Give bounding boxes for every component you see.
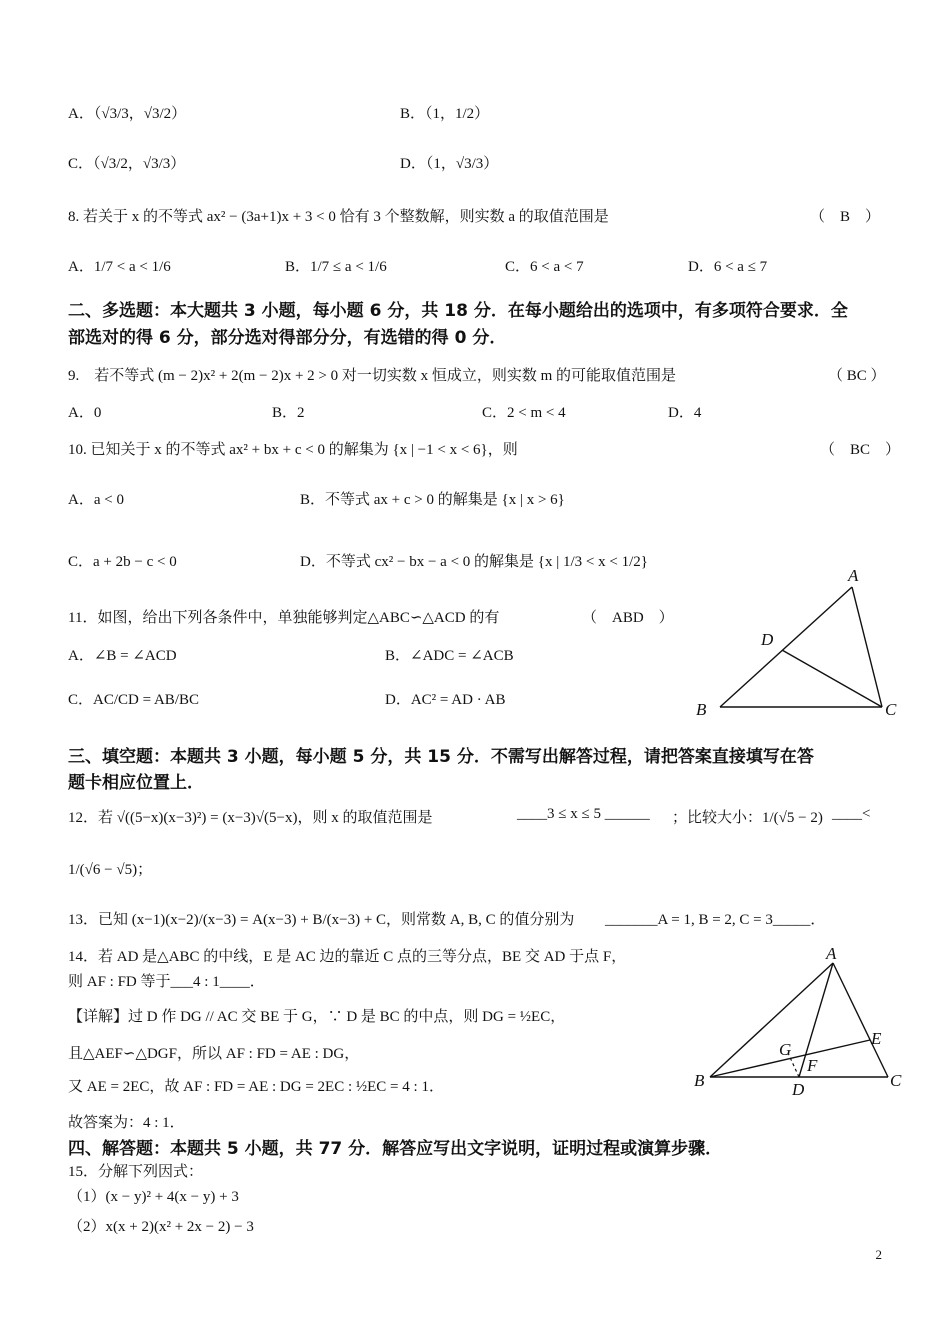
q8-stem: 8. 若关于 x 的不等式 ax² − (3a+1)x + 3 < 0 恰有 3 个整数解，则实数 a 的取值范围是 — [68, 209, 609, 225]
triangle-figure-1 — [690, 565, 910, 725]
q12-compare: ；比较大小：1/(√5 − 2) — [672, 810, 823, 826]
q12-answer2: ____< — [832, 806, 871, 822]
q10-option-c: C．a + 2b − c < 0 — [68, 554, 177, 570]
q11-option-b: B．∠ADC = ∠ACB — [385, 648, 514, 664]
q10-option-d: D．不等式 cx² − bx − a < 0 的解集是 {x | 1/3 < x < 1/2} — [300, 554, 648, 570]
fig2-label-e: E — [871, 1029, 882, 1048]
page-number: 2 — [875, 1247, 882, 1262]
q8-option-c: C．6 < a < 7 — [505, 259, 584, 275]
q10-answer: （ BC ） — [820, 442, 901, 458]
q9-option-d: D．4 — [668, 405, 702, 421]
q7-option-a: A．（√3/3，√3/2） — [68, 106, 187, 122]
q9-stem: 9. 若不等式 (m − 2)x² + 2(m − 2)x + 2 > 0 对一切实数 x 恒成立，则实数 m 的可能取值范围是 — [68, 368, 677, 384]
fig1-label-b: B — [696, 700, 707, 719]
fig2-label-b: B — [694, 1071, 705, 1090]
q9-option-c: C．2 < m < 4 — [482, 405, 566, 421]
q14-line2-prefix: 则 AF : FD 等于 — [68, 974, 171, 990]
q7-option-d: D．（1，√3/3） — [400, 156, 499, 172]
section3-heading-line2: 题卡相应位置上． — [68, 773, 204, 793]
fig2-label-a: A — [826, 945, 837, 963]
q9-option-a: A．0 — [68, 405, 102, 421]
q14-detail-2: 且△AEF∽△DGF，所以 AF : FD = AE : DG， — [68, 1046, 360, 1062]
section4-heading: 四、解答题：本题共 5 小题，共 77 分．解答应写出文字说明，证明过程或演算步骤． — [68, 1139, 723, 1159]
fig2-label-c: C — [890, 1071, 902, 1090]
q12-answer1: ____3 ≤ x ≤ 5 ______ — [517, 806, 650, 822]
q10-option-a: A．a < 0 — [68, 492, 124, 508]
q11-answer: （ ABD ） — [582, 610, 674, 626]
q14-answer-line: 故答案为：4 : 1． — [68, 1115, 185, 1131]
section2-heading-line1: 二、多选题：本大题共 3 小题，每小题 6 分，共 18 分．在每小题给出的选项中，有多项符合要求．全 — [68, 301, 848, 321]
section2-heading-line2: 部选对的得 6 分，部分选对得部分分，有选错的得 0 分． — [68, 328, 507, 348]
q10-stem: 10. 已知关于 x 的不等式 ax² + bx + c < 0 的解集为 {x | −1 < x < 6}，则 — [68, 442, 518, 458]
fig1-label-a: A — [848, 566, 859, 585]
q14-detail-1: 【详解】过 D 作 DG // AC 交 BE 于 G，∵ D 是 BC 的中点，则 DG = ½EC， — [68, 1009, 566, 1025]
q8-option-a: A．1/7 < a < 1/6 — [68, 259, 171, 275]
q8-option-b: B．1/7 ≤ a < 1/6 — [285, 259, 387, 275]
fig1-label-d: D — [761, 630, 774, 649]
q11-option-c: C．AC/CD = AB/BC — [68, 692, 199, 708]
q14-answer: ___4 : 1____． — [170, 974, 265, 990]
q11-stem: 11．如图，给出下列各条件中，单独能够判定△ABC∽△ACD 的有 — [68, 610, 500, 626]
triangle-figure-2 — [690, 945, 915, 1100]
section3-heading-line1: 三、填空题：本题共 3 小题，每小题 5 分，共 15 分．不需写出解答过程，请把答案直接填写在答 — [68, 747, 814, 767]
q11-option-a: A．∠B = ∠ACD — [68, 648, 177, 664]
q15-part-1: （1）(x − y)² + 4(x − y) + 3 — [68, 1189, 239, 1205]
q8-option-d: D．6 < a ≤ 7 — [688, 259, 768, 275]
fig2-label-g: G — [779, 1040, 792, 1059]
q9-answer: （ BC ） — [828, 368, 886, 384]
q14-detail-3: 又 AE = 2EC，故 AF : FD = AE : DG = 2EC : ½EC = 4 : 1． — [68, 1079, 444, 1095]
q14-line2 — [68, 970, 265, 991]
q11-option-d: D．AC² = AD · AB — [385, 692, 506, 708]
q12-line1: 12．若 √((5−x)(x−3)²) = (x−3)√(5−x)，则 x 的取值范围是 — [68, 810, 433, 826]
q8-answer: （ B ） — [810, 209, 881, 225]
q15-part-2: （2）x(x + 2)(x² + 2x − 2) − 3 — [68, 1219, 254, 1235]
q13-answer: _______A = 1, B = 2, C = 3_____． — [605, 912, 826, 928]
q14-line1: 14．若 AD 是△ABC 的中线，E 是 AC 边的靠近 C 点的三等分点，BE 交 AD 于点 F， — [68, 949, 627, 965]
fig2-label-f: F — [807, 1056, 818, 1075]
q7-option-c: C．（√3/2，√3/3） — [68, 156, 186, 172]
q13-stem: 13．已知 (x−1)(x−2)/(x−3) = A(x−3) + B/(x−3) + C，则常数 A, B, C 的值分别为 — [68, 912, 575, 928]
fig2-label-d: D — [792, 1080, 805, 1099]
q15-stem: 15．分解下列因式： — [68, 1164, 204, 1180]
q9-option-b: B．2 — [272, 405, 305, 421]
q12-line2: 1/(√6 − √5)； — [68, 862, 153, 878]
fig1-label-c: C — [885, 700, 897, 719]
q7-option-b: B．（1，1/2） — [400, 106, 490, 122]
q10-option-b: B．不等式 ax + c > 0 的解集是 {x | x > 6} — [300, 492, 565, 508]
